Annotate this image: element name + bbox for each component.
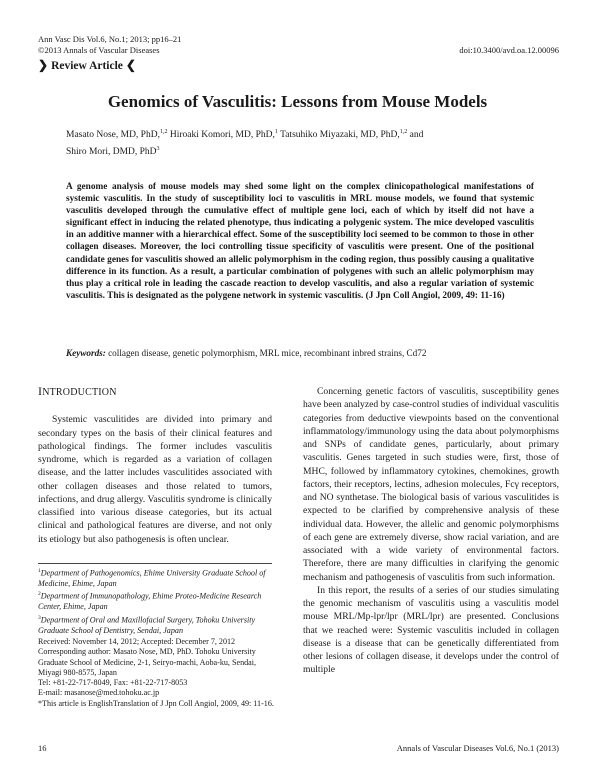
keywords-label: Keywords: xyxy=(66,348,106,358)
article-type-banner xyxy=(38,58,136,73)
keywords-list: collagen disease, genetic polymorphism, MRL mice, recombinant inbred strains, Cd72 xyxy=(108,348,427,358)
received-accepted: Received: November 14, 2012; Accepted: December 7, 2012 xyxy=(38,637,236,646)
phone-fax: Tel: +81-22-717-8049, Fax: +81-22-717-8053 xyxy=(38,678,188,688)
affiliations xyxy=(38,566,278,636)
journal-citation: Ann Vasc Dis Vol.6, No.1; 2013; pp16–21 xyxy=(38,34,182,44)
article-type-label: Review Article xyxy=(51,59,123,72)
chevron-left-icon: ❮ xyxy=(125,58,136,72)
email: E-mail: masanose@med.tohoku.ac.jp xyxy=(38,688,160,698)
corresponding-author: Corresponding author: Masato Nose, MD, PhD. Tohoku University Graduate School of Medicine, 2-1, Seiryo-machi, Aoba-ku, Sendai, Miyagi 980-8575, Japan xyxy=(38,647,257,677)
author-conjunction: and xyxy=(409,130,424,141)
affiliation: $^2$Department of Immunopathology, Ehime Proteo-Medicine Research Center, Ehime, Japan xyxy=(38,591,262,612)
paragraph: Systemic vasculitides are divided into primary and secondary types on the basis of their clinical features and pathological findings. The former includes vasculitis syndrome, which is regarded as a variation of collagen disease, and the latter includes vasculitides associated with other collagen diseases and those related to tumors, infections, and drug allergy. Vasculitis syndrome is clinically classified into various disease categories, but its actual clinical and pathological features are diverse, and not only its etiology but also pathogenesis is often unclear. xyxy=(38,414,272,545)
chevron-right-icon: ❯ xyxy=(38,58,49,72)
journal-footer: Annals of Vascular Diseases Vol.6, No.1 (2013) xyxy=(396,743,559,753)
paragraph: In this report, the results of a series of our studies simulating the genomic mechanism of vasculitis using a vasculitis model mouse MRL/Mp-lpr/lpr (MRL/lpr) are presented. Conclusions that we reached were: Systemic vasculitis included in collagen disease is a disease that can be genetically differentiated from other lesions of collagen disease, it develops under the control of multiple xyxy=(303,584,559,676)
journal-header xyxy=(38,34,181,56)
affiliation: $^3$Department of Oral and Maxillofacial Surgery, Tohoku University Graduate School of Dentistry, Sendai, Japan xyxy=(38,614,256,635)
section-heading: INTRODUCTION xyxy=(38,384,117,398)
author-affiliation-mark: 1,2 xyxy=(159,129,168,135)
author-list xyxy=(66,125,536,159)
author-affiliation-mark: 1,2 xyxy=(399,129,408,135)
author-affiliation-mark: 1 xyxy=(274,129,278,135)
author-affiliation-mark: 3 xyxy=(156,146,160,153)
doi: doi:10.3400/avd.oa.12.00096 xyxy=(459,45,559,55)
translation-note: *This article is EnglishTranslation of J Jpn Coll Angiol, 2009, 49: 11-16. xyxy=(38,698,274,708)
affiliation: $^1$Department of Pathogenomics, Ehime University Graduate School of Medicine, Ehime, Japan xyxy=(38,568,266,588)
abstract: A genome analysis of mouse models may shed some light on the complex clinicopathological manifestations of systemic vasculitis. In the study of susceptibility loci to vasculitis in MRL mouse models, we found that systemic vasculitis developed through the cumulative effect of multiple gene loci, each of which by itself did not have a significant effect in inducing the related phenotype, thus indicating a polygenic system. The mice developed vasculitis in an additive manner with a hierarchical effect. Some of the susceptibility loci seemed to be common to those in other collagen diseases. Moreover, the loci controlling tissue specificity of vasculitis were present. One of the positional candidate genes for vasculitis showed an allelic polymorphism in the coding region, thus possibly causing a qualitative difference in its function. As a result, a particular combination of polygenes with such an allelic polymorphism may thus play a critical role in leading the cascade reaction to develop vasculitis, and also a regular variation of systemic vasculitis. This is designated as the polygene network in systemic vasculitis. (J Jpn Coll Angiol, 2009, 49: 11-16) xyxy=(66,182,534,301)
author: Hiroaki Komori, MD, PhD, xyxy=(169,130,275,141)
author: Masato Nose, MD, PhD, xyxy=(66,130,160,141)
footnote-divider xyxy=(38,563,272,564)
copyright-line: ©2013 Annals of Vascular Diseases xyxy=(38,45,160,55)
right-column xyxy=(303,385,559,677)
author: Tatsuhiko Miyazaki, MD, PhD, xyxy=(280,130,400,141)
article-title: Genomics of Vasculitis: Lessons from Mouse Models xyxy=(107,92,488,111)
keywords xyxy=(66,348,536,358)
author: Shiro Mori, DMD, PhD xyxy=(66,147,157,158)
page-number: 16 xyxy=(38,743,47,753)
article-metadata xyxy=(38,637,278,709)
paragraph: Concerning genetic factors of vasculitis, susceptibility genes have been analyzed by case-control studies of individual vasculitis categories from deductive viewpoints based on the conventional inflammatology/immunology using the data about polymorphisms and SNPs of candidate genes, particularly, about primary vasculitis. Genes targeted in such studies were, first, those of MHC, followed by inflammatory cytokines, chemokines, growth factors, their receptors, lectins, adhesion molecules, Fcγ receptors, and NO synthetase. The biological basis of various vasculitides is expected to be clarified by comprehensive analysis of these individual data. However, the allelic and genomic polymorphisms of each gene are extremely diverse, show racial variation, and are associated with a wide variety of environmental factors. Therefore, there are many difficulties in clarifying the genomic mechanism and pathogenesis of vasculitis from such information. xyxy=(303,386,559,583)
left-column xyxy=(38,385,272,546)
